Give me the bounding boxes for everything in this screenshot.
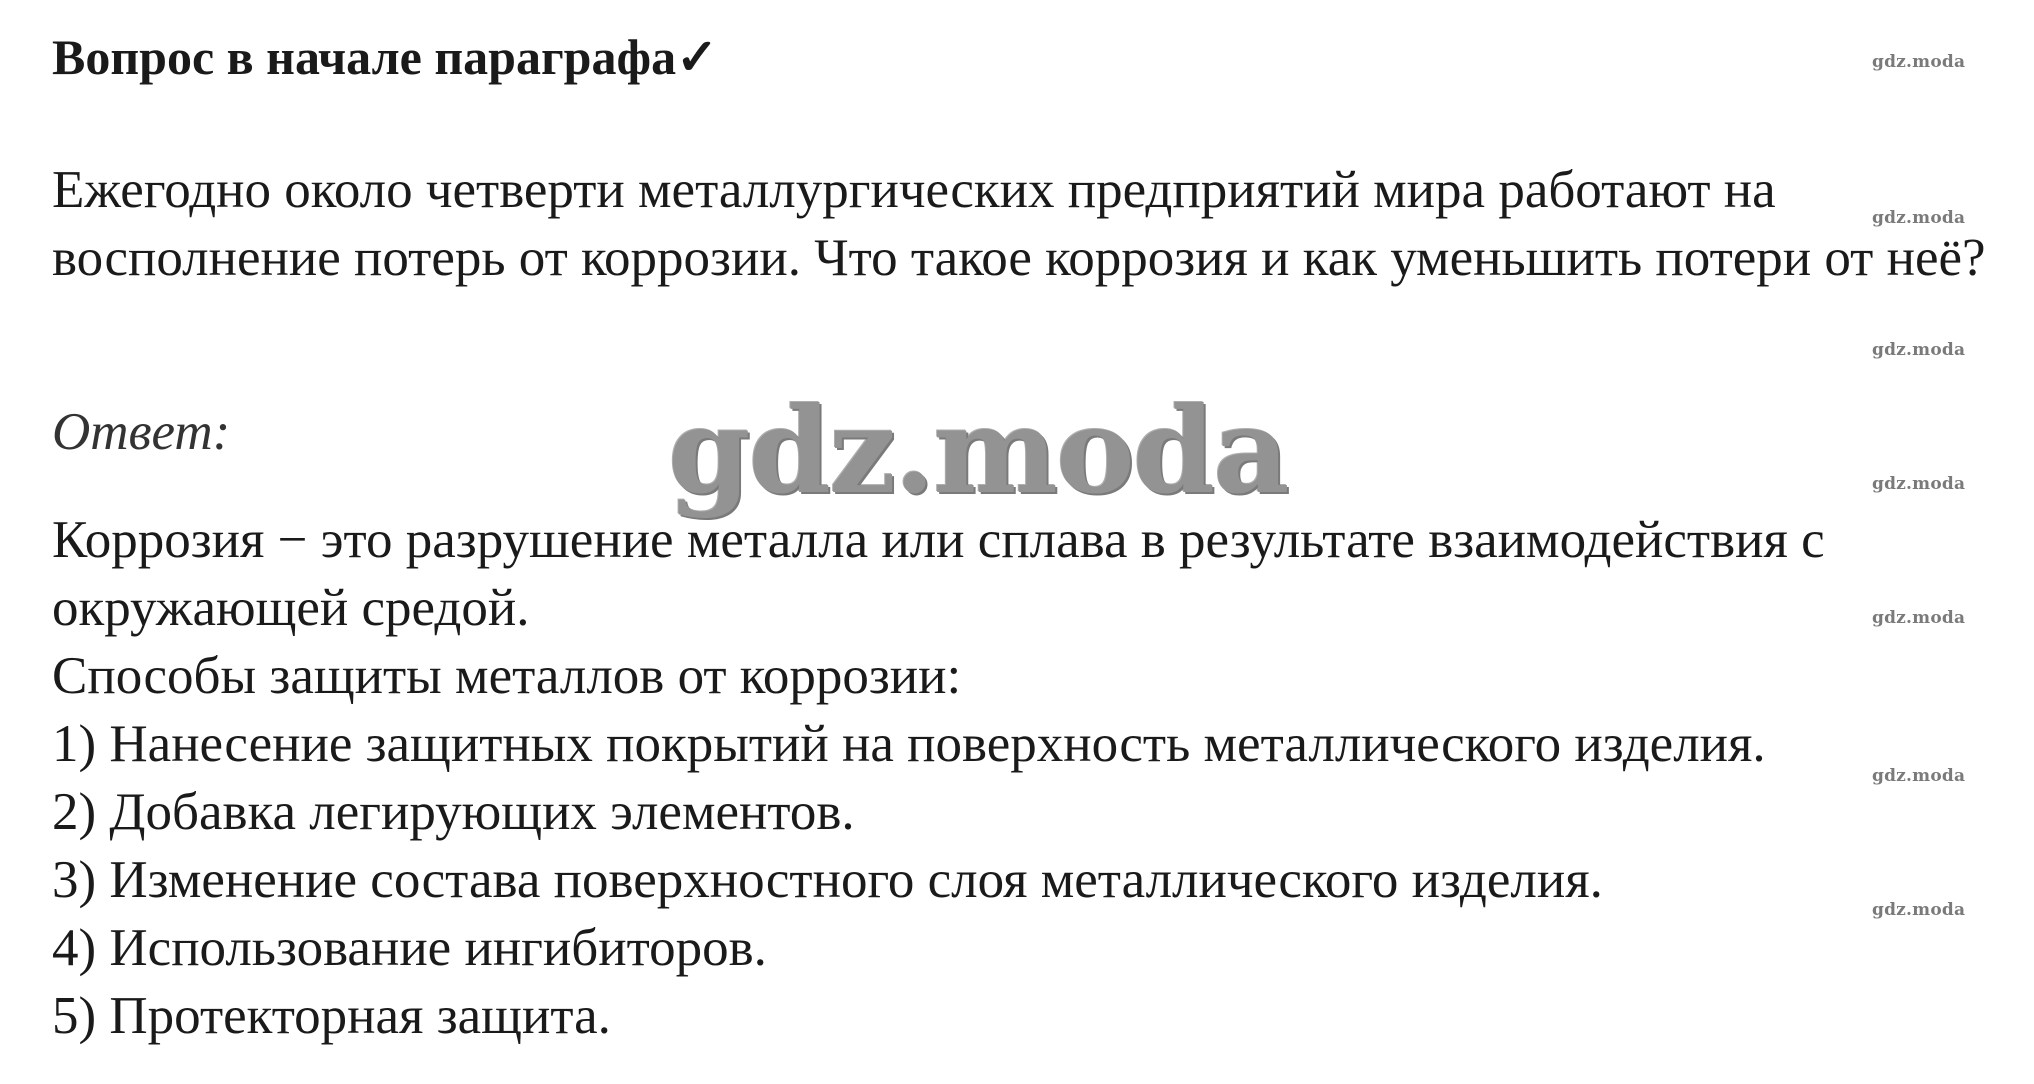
watermark-small: gdz.moda (1872, 608, 1966, 628)
corrosion-definition: Коррозия − это разрушение металла или сплава в результате взаимодействия с окружающей средой. (52, 511, 1825, 637)
watermark-logo: gdz.moda (668, 381, 1288, 520)
answer-label: Ответ: (52, 403, 231, 461)
method-item: 5) Протекторная защита. (52, 987, 611, 1045)
methods-title: Способы защиты металлов от коррозии: (52, 647, 962, 705)
method-item: 1) Нанесение защитных покрытий на поверхность металлического изделия. (52, 715, 1766, 773)
answer-body (52, 506, 2012, 1050)
watermark-small: gdz.moda (1872, 474, 1966, 494)
heading-title: Вопрос в начале параграфа (52, 29, 677, 85)
method-item: 2) Добавка легирующих элементов. (52, 783, 855, 841)
watermark-small: gdz.moda (1872, 208, 1966, 228)
section-heading (52, 24, 718, 90)
watermark-small: gdz.moda (1872, 766, 1966, 786)
watermark-small: gdz.moda (1872, 900, 1966, 920)
watermark-small: gdz.moda (1872, 52, 1966, 72)
methods-list (52, 710, 2012, 1050)
watermark-small: gdz.moda (1872, 340, 1966, 360)
question-text: Ежегодно около четверти металлургических предприятий мира работают на восполнение потерь от коррозии. Что такое коррозия и как уменьшить потери от неё? (52, 161, 1986, 287)
method-item: 4) Использование ингибиторов. (52, 919, 767, 977)
check-mark-icon: ✓ (676, 29, 718, 85)
method-item: 3) Изменение состава поверхностного слоя металлического изделия. (52, 851, 1603, 909)
